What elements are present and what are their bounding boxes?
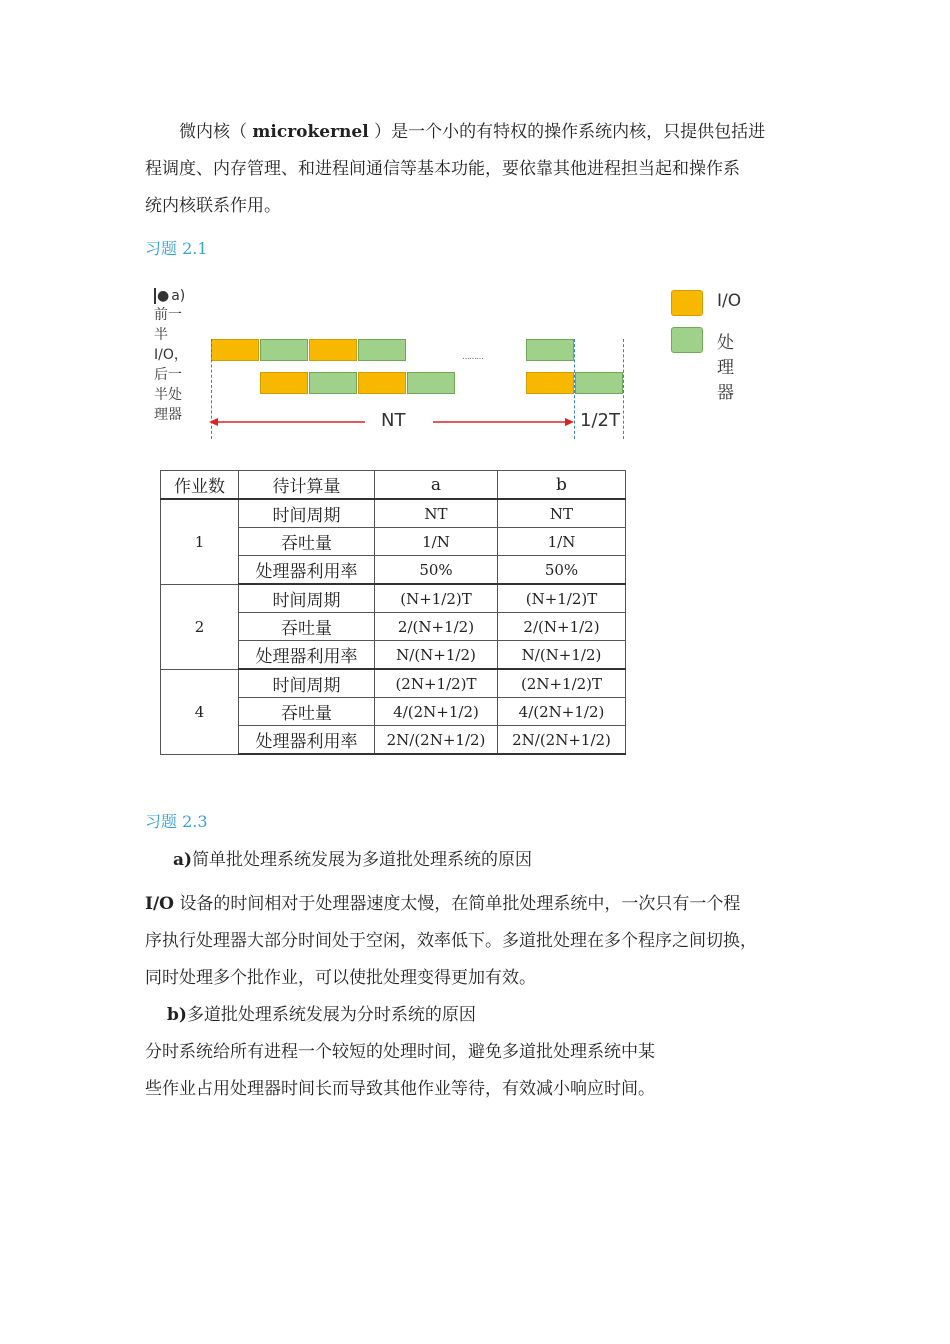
exercise-2-1-heading: 习题 2.1	[145, 239, 208, 258]
io-block	[309, 339, 357, 361]
part-a-title: a)简单批处理系统发展为多道批处理系统的原因	[173, 850, 533, 870]
table-header-row	[161, 471, 626, 500]
metric-cell: 处理器利用率	[239, 641, 375, 670]
value-b-cell: 2N/(2N+1/2)	[498, 726, 626, 755]
part-a-line-2: 序执行处理器大部分时间处于空闲，效率低下。多道批处理在多个程序之间切换，	[145, 931, 757, 951]
metric-cell: 时间周期	[239, 499, 375, 528]
end-marker	[623, 339, 624, 439]
value-a-cell: 50%	[375, 556, 498, 585]
io-block	[260, 372, 308, 394]
header-jobs: 作业数	[161, 471, 239, 500]
table-row	[161, 499, 626, 528]
diagram-ellipsis: ………	[462, 352, 483, 361]
bullet-icon: ●	[157, 288, 170, 304]
legend-cpu-swatch	[671, 327, 703, 353]
jobs-cell: 2	[161, 584, 239, 669]
intro-line-3: 统内核联系作用。	[145, 196, 281, 216]
microkernel-term: microkernel	[252, 122, 369, 142]
table-row	[161, 669, 626, 698]
value-b-cell: (N+1/2)T	[498, 584, 626, 613]
value-a-cell: (N+1/2)T	[375, 584, 498, 613]
metric-cell: 处理器利用率	[239, 556, 375, 585]
cpu-block	[407, 372, 455, 394]
part-b-title: b)多道批处理系统发展为分时系统的原因	[167, 1005, 476, 1025]
value-a-cell: 1/N	[375, 528, 498, 556]
part-b-line-2: 些作业占用处理器时间长而导致其他作业等待，有效减小响应时间。	[145, 1079, 655, 1099]
cpu-block	[575, 372, 623, 394]
half-t-label: 1/2T	[580, 410, 620, 431]
cpu-block	[260, 339, 308, 361]
value-a-cell: NT	[375, 499, 498, 528]
part-a-line-3: 同时处理多个批作业，可以使批处理变得更加有效。	[145, 968, 536, 988]
value-a-cell: 2/(N+1/2)	[375, 613, 498, 641]
header-b: b	[498, 471, 626, 500]
table-body	[161, 499, 626, 754]
value-a-cell: N/(N+1/2)	[375, 641, 498, 670]
jobs-cell: 1	[161, 499, 239, 584]
jobs-cell: 4	[161, 669, 239, 754]
header-metric: 待计算量	[239, 471, 375, 500]
metric-cell: 吞吐量	[239, 613, 375, 641]
value-b-cell: 50%	[498, 556, 626, 585]
performance-table	[160, 470, 626, 755]
intro-line-2: 程调度、内存管理、和进程间通信等基本功能，要依靠其他进程担当起和操作系	[145, 159, 740, 179]
metric-cell: 时间周期	[239, 584, 375, 613]
value-a-cell: 4/(2N+1/2)	[375, 698, 498, 726]
value-a-cell: (2N+1/2)T	[375, 669, 498, 698]
cpu-block	[309, 372, 357, 394]
metric-cell: 处理器利用率	[239, 726, 375, 755]
header-a: a	[375, 471, 498, 500]
intro-paragraph	[145, 114, 810, 225]
exercise-2-3-body	[145, 842, 810, 1108]
value-b-cell: 4/(2N+1/2)	[498, 698, 626, 726]
exercise-2-3-heading: 习题 2.3	[145, 812, 208, 831]
cpu-block	[358, 339, 406, 361]
part-a-line-1: I/O 设备的时间相对于处理器速度太慢，在简单批处理系统中，一次只有一个程	[145, 894, 741, 914]
io-block	[358, 372, 406, 394]
part-b-line-1: 分时系统给所有进程一个较短的处理时间，避免多道批处理系统中某	[145, 1042, 655, 1062]
legend-io-swatch	[671, 290, 703, 316]
value-b-cell: NT	[498, 499, 626, 528]
value-b-cell: 1/N	[498, 528, 626, 556]
table-row	[161, 584, 626, 613]
io-block	[211, 339, 259, 361]
value-b-cell: 2/(N+1/2)	[498, 613, 626, 641]
cpu-block	[526, 339, 574, 361]
legend-cpu-label: 处理器	[717, 333, 734, 403]
value-b-cell: (2N+1/2)T	[498, 669, 626, 698]
diagram-caption: ● a)前一半I/O，后一半处理器	[154, 288, 188, 423]
io-block	[526, 372, 574, 394]
value-a-cell: 2N/(2N+1/2)	[375, 726, 498, 755]
value-b-cell: N/(N+1/2)	[498, 641, 626, 670]
legend-io-label: I/O	[717, 291, 742, 311]
nt-label: NT	[381, 410, 406, 431]
intro-line-1: 微内核（ microkernel ）是一个小的有特权的操作系统内核，只提供包括进	[179, 122, 766, 142]
metric-cell: 时间周期	[239, 669, 375, 698]
metric-cell: 吞吐量	[239, 698, 375, 726]
metric-cell: 吞吐量	[239, 528, 375, 556]
